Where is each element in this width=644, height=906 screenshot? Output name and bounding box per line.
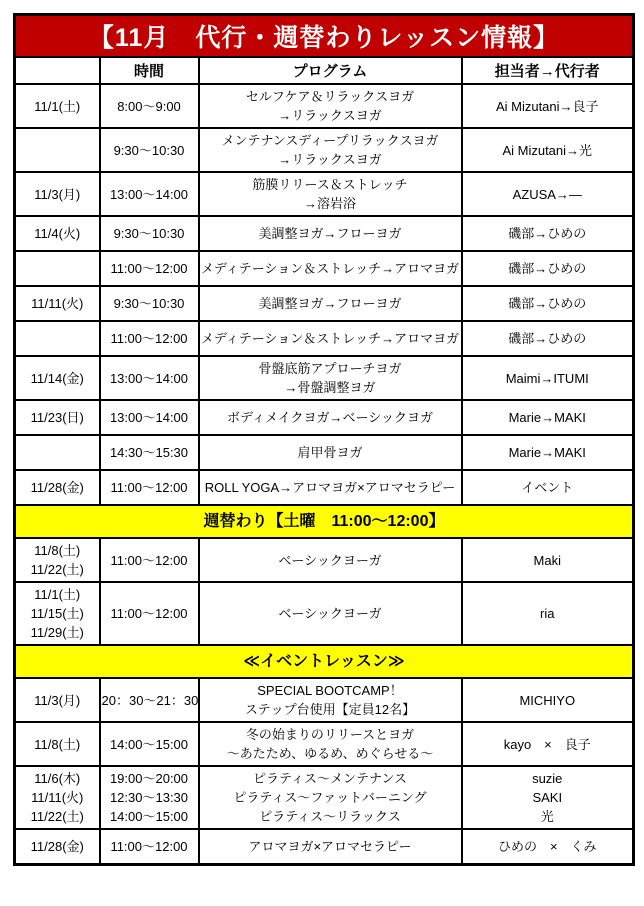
- date-line: 11/3(月): [34, 186, 81, 202]
- program-line: ～あたため、ゆるめ、めぐらせる～: [226, 746, 434, 761]
- date-cell: [15, 128, 100, 172]
- time-cell: [100, 172, 199, 216]
- staff-cell: [462, 128, 634, 172]
- program-line: メディテーション＆ストレッチ→アロマヨガ: [200, 331, 460, 346]
- program-line: ピラティス～ファットバーニング: [233, 790, 427, 805]
- date-line: 11/29(土): [30, 625, 84, 640]
- time-line: 9:30～10:30: [113, 142, 185, 158]
- time-line: 13:00～14:00: [109, 370, 189, 386]
- time-line: 11:00～12:00: [110, 261, 188, 276]
- table-row: [15, 678, 634, 722]
- program-cell: [199, 470, 462, 505]
- date-cell: [15, 251, 100, 286]
- table-row: [15, 286, 634, 321]
- date-line: 11/1(土): [34, 587, 81, 602]
- program-line: ベーシックヨーガ: [278, 606, 382, 621]
- staff-line: 磯部→ひめの: [508, 331, 587, 346]
- time-line: 14:00～15:00: [109, 809, 189, 824]
- program-line: ステップ台使用【定員12名】: [244, 702, 416, 717]
- time-line: 20：30～21：30: [101, 692, 199, 708]
- time-cell: [100, 766, 199, 829]
- date-line: 11/8(土): [34, 543, 81, 558]
- date-line: 11/1(土): [34, 98, 81, 114]
- staff-cell: [462, 400, 634, 435]
- time-line: 9:30～10:30: [113, 296, 185, 311]
- program-line: 美調整ヨガ→フローヨガ: [258, 226, 402, 241]
- table-row: [15, 356, 634, 400]
- time-line: 19:00～20:00: [109, 771, 189, 786]
- date-line: 11/28(金): [30, 480, 84, 495]
- date-cell: [15, 172, 100, 216]
- staff-line: Ai Mizutani→光: [502, 142, 593, 158]
- time-cell: [100, 435, 199, 470]
- schedule-table: [13, 13, 635, 866]
- program-line: ピラティス～リラックス: [259, 809, 401, 824]
- staff-cell: [462, 356, 634, 400]
- staff-line: 光: [540, 809, 554, 824]
- staff-cell: [462, 172, 634, 216]
- staff-line: Marie→MAKI: [508, 445, 586, 460]
- program-line: アロマヨガ×アロマセラピー: [248, 838, 412, 854]
- program-cell: [199, 582, 462, 645]
- time-cell: [100, 286, 199, 321]
- date-cell: [15, 470, 100, 505]
- program-line: →骨盤調整ヨガ: [284, 380, 376, 395]
- time-cell: [100, 216, 199, 251]
- staff-line: SAKI: [532, 790, 563, 805]
- title-row: [15, 15, 634, 58]
- table-row: [15, 582, 634, 645]
- staff-line: Marie→MAKI: [508, 410, 586, 425]
- date-cell: [15, 356, 100, 400]
- date-line: 11/23(日): [30, 410, 84, 425]
- time-cell: [100, 84, 199, 128]
- staff-cell: [462, 678, 634, 722]
- column-header-row: [15, 57, 634, 84]
- program-cell: [199, 321, 462, 356]
- program-cell: [199, 400, 462, 435]
- time-line: 11:00～12:00: [110, 838, 188, 854]
- section-header: ≪イベントレッスン≫: [15, 645, 634, 678]
- time-line: 13:00～14:00: [109, 186, 189, 202]
- time-cell: [100, 829, 199, 864]
- staff-cell: [462, 321, 634, 356]
- time-cell: [100, 538, 199, 582]
- program-cell: [199, 216, 462, 251]
- program-cell: [199, 678, 462, 722]
- time-cell: [100, 582, 199, 645]
- program-line: ベーシックヨーガ: [278, 552, 382, 568]
- date-line: 11/6(木): [34, 771, 81, 786]
- staff-line: Maki: [533, 552, 561, 568]
- date-cell: [15, 321, 100, 356]
- date-line: 11/11(火): [31, 296, 84, 311]
- date-line: 11/15(土): [30, 606, 84, 621]
- staff-line: suzie: [532, 771, 563, 786]
- page-title: 【11月 代行・週替わりレッスン情報】: [15, 15, 634, 58]
- col-header-time: 時間: [100, 57, 199, 84]
- table-row: [15, 251, 634, 286]
- staff-cell: [462, 216, 634, 251]
- date-cell: [15, 829, 100, 864]
- time-line: 13:00～14:00: [109, 410, 189, 425]
- program-line: ボディメイクヨガ→ベーシックヨガ: [227, 410, 433, 425]
- staff-line: MICHIYO: [519, 692, 576, 708]
- table-row: [15, 128, 634, 172]
- program-line: →溶岩浴: [303, 196, 356, 211]
- staff-line: Ai Mizutani→良子: [495, 98, 599, 114]
- time-line: 14:00～15:00: [109, 736, 189, 752]
- time-cell: [100, 356, 199, 400]
- table-row: [15, 722, 634, 766]
- date-cell: [15, 722, 100, 766]
- table-row: [15, 470, 634, 505]
- time-line: 11:00～12:00: [110, 331, 188, 346]
- table-row: [15, 321, 634, 356]
- program-cell: [199, 172, 462, 216]
- program-line: ROLL YOGA→アロマヨガ×アロマセラピー: [204, 480, 456, 495]
- time-line: 8:00～9:00: [117, 98, 181, 114]
- program-cell: [199, 84, 462, 128]
- program-line: SPECIAL BOOTCAMP！: [257, 683, 403, 698]
- col-header-date: [15, 57, 100, 84]
- time-cell: [100, 470, 199, 505]
- program-cell: [199, 356, 462, 400]
- program-cell: [199, 829, 462, 864]
- date-line: 11/14(金): [30, 370, 84, 386]
- date-line: 11/28(金): [30, 838, 84, 854]
- program-line: 肩甲骨ヨガ: [297, 445, 363, 460]
- time-line: 11:00～12:00: [110, 480, 188, 495]
- program-cell: [199, 286, 462, 321]
- time-cell: [100, 722, 199, 766]
- date-cell: [15, 400, 100, 435]
- date-cell: [15, 84, 100, 128]
- program-cell: [199, 128, 462, 172]
- program-cell: [199, 251, 462, 286]
- program-cell: [199, 766, 462, 829]
- staff-line: 磯部→ひめの: [508, 226, 587, 241]
- table-row: [15, 435, 634, 470]
- staff-cell: [462, 722, 634, 766]
- program-cell: [199, 722, 462, 766]
- date-cell: [15, 538, 100, 582]
- staff-line: 磯部→ひめの: [508, 261, 587, 276]
- staff-line: AZUSA→―: [512, 186, 582, 202]
- time-cell: [100, 400, 199, 435]
- date-cell: [15, 766, 100, 829]
- staff-cell: [462, 470, 634, 505]
- date-cell: [15, 678, 100, 722]
- time-cell: [100, 251, 199, 286]
- staff-cell: [462, 766, 634, 829]
- staff-line: kayo × 良子: [503, 736, 591, 752]
- staff-line: Maimi→ITUMI: [505, 370, 589, 386]
- date-cell: [15, 435, 100, 470]
- time-line: 11:00～12:00: [110, 552, 188, 568]
- staff-line: イベント: [521, 480, 574, 495]
- table-row: [15, 84, 634, 128]
- section-row: [15, 505, 634, 538]
- table-row: [15, 216, 634, 251]
- date-cell: [15, 216, 100, 251]
- table-row: [15, 766, 634, 829]
- staff-cell: [462, 829, 634, 864]
- date-cell: [15, 286, 100, 321]
- program-cell: [199, 538, 462, 582]
- staff-cell: [462, 582, 634, 645]
- staff-cell: [462, 286, 634, 321]
- program-line: →リラックスヨガ: [278, 152, 382, 167]
- table-row: [15, 538, 634, 582]
- schedule-rows: [15, 84, 634, 864]
- date-line: 11/22(土): [30, 562, 84, 577]
- col-header-staff: 担当者→代行者: [462, 57, 634, 84]
- time-cell: [100, 678, 199, 722]
- date-line: 11/3(月): [34, 692, 81, 708]
- date-line: 11/11(火): [31, 790, 84, 805]
- program-line: メディテーション＆ストレッチ→アロマヨガ: [200, 261, 460, 276]
- staff-cell: [462, 538, 634, 582]
- time-cell: [100, 321, 199, 356]
- date-cell: [15, 582, 100, 645]
- program-cell: [199, 435, 462, 470]
- col-header-program: プログラム: [199, 57, 462, 84]
- program-line: ピラティス～メンテナンス: [253, 771, 407, 786]
- time-line: 14:30～15:30: [109, 445, 189, 460]
- time-line: 9:30～10:30: [113, 226, 185, 241]
- program-line: セルフケア＆リラックスヨガ: [245, 89, 415, 104]
- program-line: 美調整ヨガ→フローヨガ: [258, 296, 402, 311]
- program-line: 冬の始まりのリリースとヨガ: [245, 727, 415, 742]
- program-line: 筋膜リリース＆ストレッチ: [252, 177, 408, 192]
- section-header: 週替わり【土曜 11:00～12:00】: [15, 505, 634, 538]
- time-cell: [100, 128, 199, 172]
- program-line: →リラックスヨガ: [278, 108, 382, 123]
- staff-cell: [462, 435, 634, 470]
- program-line: 骨盤底筋アプローチヨガ: [258, 361, 402, 376]
- staff-cell: [462, 251, 634, 286]
- staff-line: 磯部→ひめの: [508, 296, 587, 311]
- date-line: 11/4(火): [34, 226, 81, 241]
- date-line: 11/22(土): [30, 809, 84, 824]
- staff-cell: [462, 84, 634, 128]
- section-row: [15, 645, 634, 678]
- program-line: メンテナンスディープリラックスヨガ: [221, 133, 439, 148]
- staff-line: ひめの × くみ: [497, 838, 597, 854]
- staff-line: ria: [540, 606, 555, 621]
- table-row: [15, 400, 634, 435]
- time-line: 11:00～12:00: [110, 606, 188, 621]
- table-row: [15, 829, 634, 864]
- time-line: 12:30～13:30: [109, 790, 189, 805]
- table-row: [15, 172, 634, 216]
- date-line: 11/8(土): [34, 736, 81, 752]
